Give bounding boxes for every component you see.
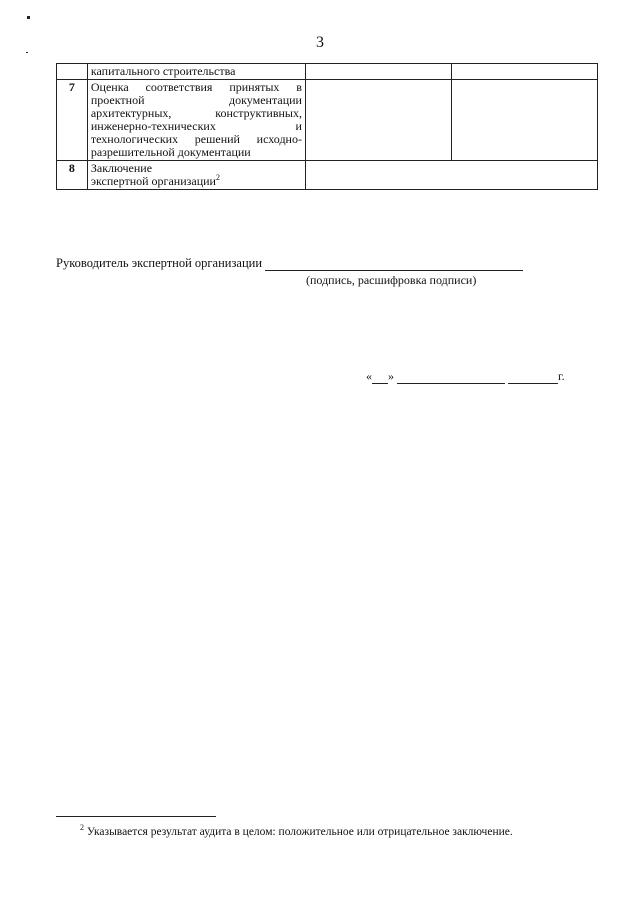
footnote-divider — [56, 816, 216, 817]
date-line — [366, 369, 565, 384]
row-number: 7 — [57, 80, 88, 161]
page-number: 3 — [316, 34, 324, 51]
signature-label: Руководитель экспертной организации — [56, 256, 263, 270]
row-description — [87, 80, 305, 161]
table-row — [57, 161, 598, 190]
footnote-marker: 2 — [80, 823, 84, 833]
footnote-ref: 2 — [215, 173, 220, 182]
row-description — [87, 64, 305, 80]
row-number: 8 — [57, 161, 88, 190]
scan-speck — [26, 52, 28, 53]
description-line: Оценка соответствия принятых в — [90, 80, 302, 94]
signature-line — [56, 256, 523, 271]
table-row — [57, 64, 598, 80]
table-cell — [305, 80, 451, 161]
signature-caption: (подпись, расшифровка подписи) — [306, 273, 477, 287]
month-blank — [397, 371, 505, 384]
year-blank — [508, 371, 558, 384]
description-line: капитального строительства — [90, 64, 236, 78]
table-cell — [305, 64, 451, 80]
table-cell — [451, 64, 597, 80]
year-suffix: г. — [558, 369, 565, 383]
signature-field — [265, 257, 523, 271]
description-line: разрешительной документации — [90, 145, 251, 159]
expertise-table — [56, 63, 598, 190]
quote-close: » — [388, 369, 394, 383]
table-row — [57, 80, 598, 161]
row-number — [57, 64, 88, 80]
footnote-text: Указывается результат аудита в целом: положительное или отрицательное заключение. — [86, 826, 513, 838]
description-line: проектной документации — [90, 93, 302, 107]
description-line: инженерно-технических и — [90, 119, 302, 133]
description-text: экспертной организации — [90, 174, 216, 188]
quote-open: « — [366, 369, 372, 383]
day-blank — [372, 371, 388, 384]
footnote — [80, 823, 513, 838]
description-line: Заключение — [90, 161, 153, 175]
description-line — [91, 175, 302, 188]
table-cell-merged — [305, 161, 597, 190]
table-cell — [451, 80, 597, 161]
description-line: технологических решений исходно- — [90, 132, 302, 146]
description-line: архитектурных, конструктивных, — [90, 106, 302, 120]
row-description — [87, 161, 305, 190]
scan-speck — [27, 16, 30, 19]
